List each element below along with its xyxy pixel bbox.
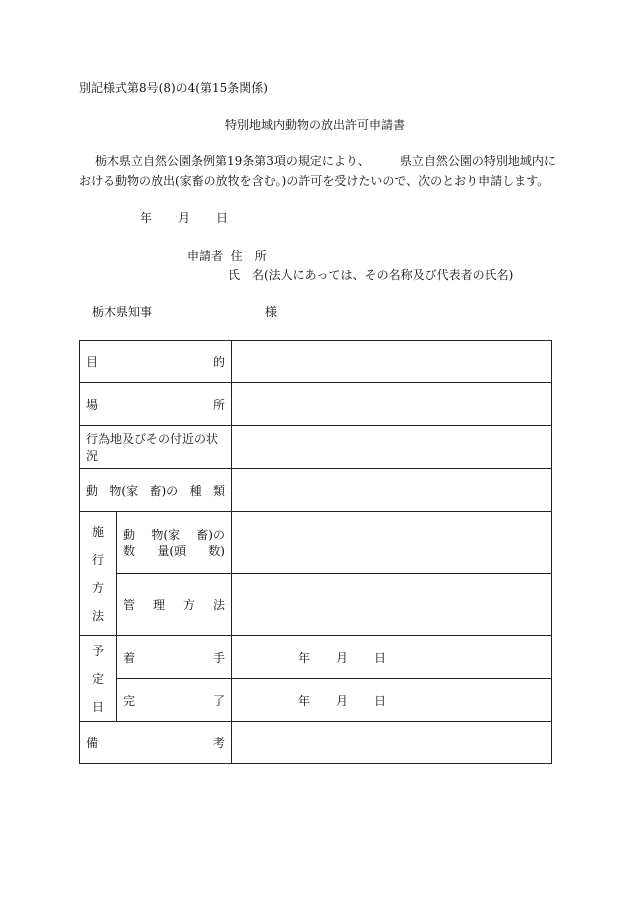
management-label: 管 理 方 法	[117, 574, 232, 636]
animal-count-label: 動 物(家 畜)の 数 量(頭 数)	[117, 512, 232, 574]
purpose-value	[232, 341, 552, 383]
applicant-name-label: 氏 名(法人にあっては、その名称及び代表者の氏名)	[228, 268, 514, 282]
place-label: 場 所	[80, 383, 232, 426]
body-text-line-2: おける動物の放出(家畜の放牧を含む。)の許可を受けたいので、次のとおり申請します。	[79, 174, 550, 188]
animal-type-value	[232, 469, 552, 512]
application-date	[140, 211, 228, 225]
place-value	[232, 383, 552, 426]
management-value	[232, 574, 552, 636]
date-year: 年	[140, 211, 153, 225]
document-title: 特別地域内動物の放出許可申請書	[224, 118, 405, 132]
application-form-table	[79, 340, 552, 764]
remarks-label: 備 考	[80, 722, 232, 764]
start-date: 年 月 日	[232, 636, 552, 679]
row-site-status	[80, 426, 552, 469]
row-animal-count	[80, 512, 552, 574]
method-label: 施 行 方 法	[80, 512, 117, 636]
date-day: 日	[216, 211, 229, 225]
row-place	[80, 383, 552, 426]
animal-type-label: 動 物(家 畜)の 種 類	[80, 469, 232, 512]
row-purpose	[80, 341, 552, 383]
row-finish	[80, 679, 552, 722]
row-remarks	[80, 722, 552, 764]
site-status-value	[232, 426, 552, 469]
form-number: 別記様式第8号(8)の4(第15条関係)	[79, 81, 268, 95]
honorific-sama: 様	[265, 305, 278, 319]
row-management	[80, 574, 552, 636]
applicant-label: 申請者	[187, 249, 224, 263]
schedule-label: 予 定 日	[80, 636, 117, 722]
row-start	[80, 636, 552, 679]
site-status-label: 行為地及びその付近の状況	[80, 426, 232, 469]
row-animal-type	[80, 469, 552, 512]
start-label: 着 手	[117, 636, 232, 679]
purpose-label: 目 的	[80, 341, 232, 383]
animal-count-value	[232, 512, 552, 574]
body-text-line-1: 栃木県立自然公園条例第19条第3項の規定により、 県立自然公園の特別地域内に	[95, 154, 556, 168]
applicant-address-label: 住 所	[230, 249, 267, 263]
finish-date: 年 月 日	[232, 679, 552, 722]
remarks-value	[232, 722, 552, 764]
finish-label: 完 了	[117, 679, 232, 722]
governor-addressee: 栃木県知事	[92, 305, 153, 319]
applicant-address-line	[187, 249, 267, 263]
date-month: 月	[178, 211, 191, 225]
